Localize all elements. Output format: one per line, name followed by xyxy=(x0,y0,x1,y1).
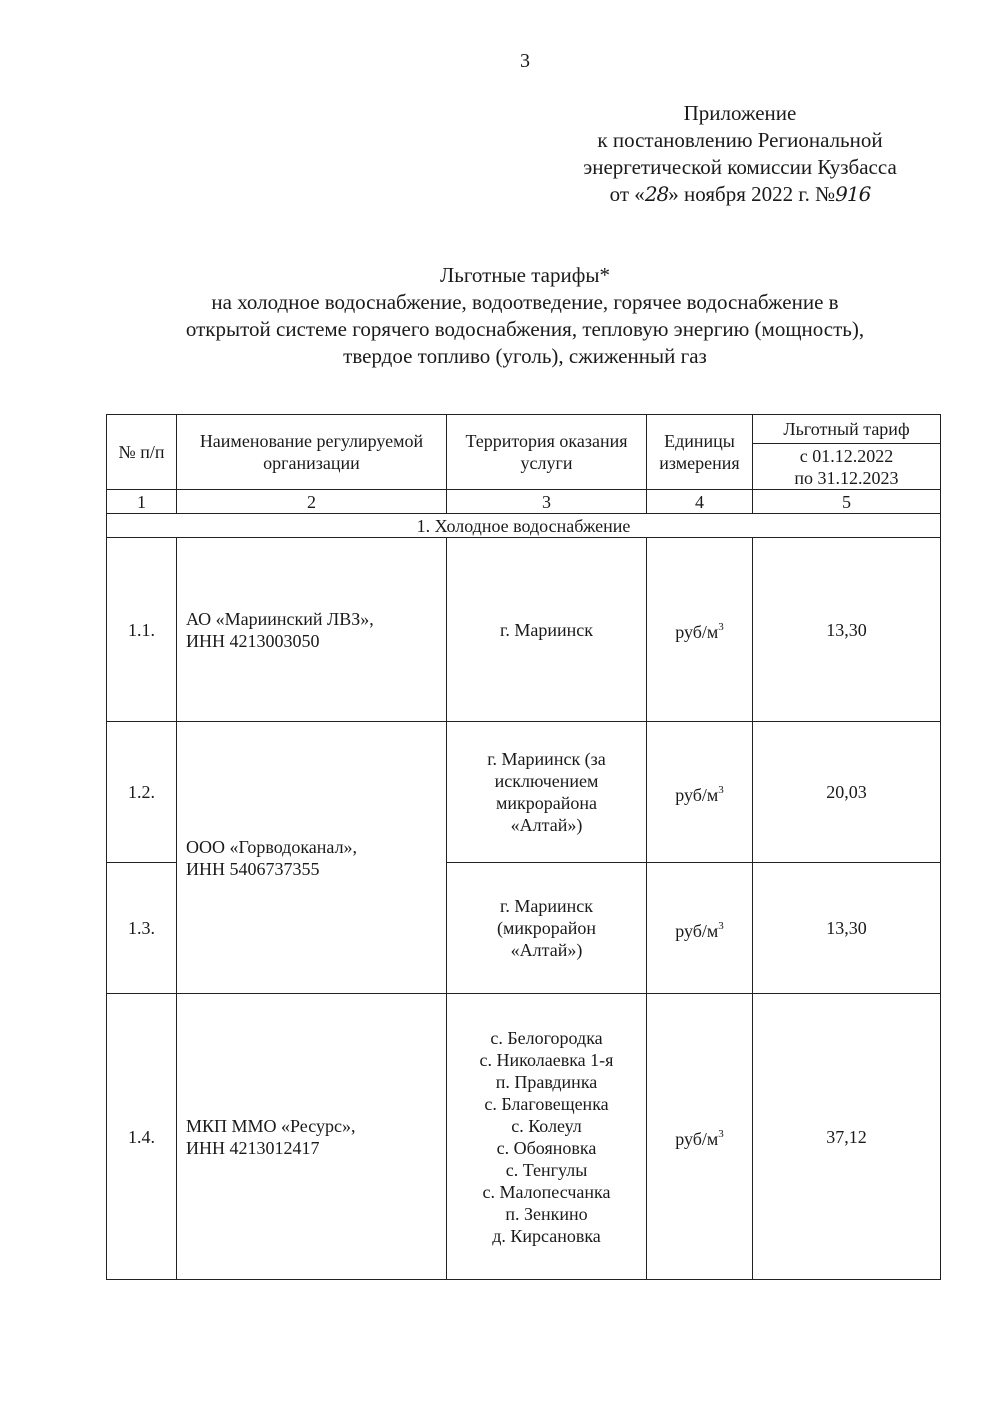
territory-line: с. Белогородка xyxy=(490,1027,603,1048)
title-line-2: на холодное водоснабжение, водоотведение, горячее водоснабжение в xyxy=(211,290,839,314)
unit-cell xyxy=(647,722,753,863)
territory-line: (микрорайон xyxy=(496,918,597,938)
unit-power: 3 xyxy=(718,919,724,932)
org-cell xyxy=(177,994,447,1280)
territory-line: с. Малопесчанка xyxy=(482,1181,611,1202)
row-num: 1.2. xyxy=(107,722,177,863)
territory-cell xyxy=(447,722,647,863)
row-num: 1.4. xyxy=(107,994,177,1280)
row-num: 1.1. xyxy=(107,538,177,722)
col-number-5: 5 xyxy=(753,490,941,514)
tariff-table xyxy=(106,414,941,1280)
unit-cell xyxy=(647,538,753,722)
territory-line: г. Мариинск (за xyxy=(487,749,606,769)
col-number-2: 2 xyxy=(177,490,447,514)
unit-base: руб/м xyxy=(675,1129,719,1149)
unit-power: 3 xyxy=(718,783,724,796)
header-num: № п/п xyxy=(107,415,177,490)
territory-line: г. Мариинск xyxy=(500,896,593,916)
col-number-3: 3 xyxy=(447,490,647,514)
unit-base: руб/м xyxy=(675,784,719,805)
territory-cell xyxy=(447,538,647,722)
section-title: 1. Холодное водоснабжение xyxy=(107,514,941,538)
territory-line: с. Обояновка xyxy=(496,1137,597,1158)
org-inn: ИНН 4213012417 xyxy=(186,1137,320,1158)
appendix-header xyxy=(540,100,940,208)
header-tariff: Льготный тариф xyxy=(753,415,941,444)
col-number-4: 4 xyxy=(647,490,753,514)
header-org: Наименование регулируемой организации xyxy=(177,415,447,490)
territory-line: с. Николаевка 1-я xyxy=(479,1049,614,1070)
territory-line: с. Благовещенка xyxy=(484,1093,609,1114)
territory-cell xyxy=(447,994,647,1280)
tariff-value: 13,30 xyxy=(753,863,941,994)
doc-number-handwritten: 916 xyxy=(835,182,871,206)
territory-line: микрорайона xyxy=(495,793,597,813)
org-inn: ИНН 4213003050 xyxy=(186,630,320,651)
territory-line: п. Правдинка xyxy=(495,1071,598,1092)
appendix-line-2: к постановлению Региональной xyxy=(597,128,883,152)
title-line-3: открытой системе горячего водоснабжения, тепловую энергию (мощность), xyxy=(185,317,865,341)
tariff-value: 13,30 xyxy=(753,538,941,722)
org-name: МКП ММО «Ресурс», xyxy=(186,1115,356,1136)
header-period-to: по 31.12.2023 xyxy=(794,467,899,488)
header-unit: Единицы измерения xyxy=(647,415,753,490)
territory-line: г. Мариинск xyxy=(500,619,593,640)
row-num: 1.3. xyxy=(107,863,177,994)
territory-cell xyxy=(447,863,647,994)
org-inn: ИНН 5406737355 xyxy=(186,858,320,879)
territory-line: д. Кирсановка xyxy=(492,1225,601,1246)
org-name: АО «Мариинский ЛВЗ», xyxy=(186,608,374,629)
territory-line: «Алтай») xyxy=(510,940,583,960)
header-period xyxy=(753,444,941,490)
territory-line: с. Колеул xyxy=(511,1115,582,1136)
territory-line: с. Тенгулы xyxy=(505,1159,588,1180)
unit-power: 3 xyxy=(718,621,724,633)
document-title xyxy=(100,262,950,370)
org-cell xyxy=(177,722,447,994)
unit-base: руб/м xyxy=(675,622,719,642)
unit-cell xyxy=(647,863,753,994)
unit-power: 3 xyxy=(718,1128,724,1140)
appendix-line-1: Приложение xyxy=(683,101,797,125)
unit-cell xyxy=(647,994,753,1280)
page-number: 3 xyxy=(520,50,530,72)
header-period-from: с 01.12.2022 xyxy=(799,445,894,466)
appendix-date xyxy=(540,181,940,208)
territory-line: п. Зенкино xyxy=(505,1203,588,1224)
title-line-1: Льготные тарифы* xyxy=(440,263,610,287)
title-line-4: твердое топливо (уголь), сжиженный газ xyxy=(343,344,707,368)
tariff-value: 20,03 xyxy=(753,722,941,863)
date-middle: » ноября 2022 г. № xyxy=(668,182,836,206)
tariff-value: 37,12 xyxy=(753,994,941,1280)
table-row xyxy=(107,994,941,1280)
org-name: ООО «Горводоканал», xyxy=(186,836,358,857)
header-territory: Территория оказания услуги xyxy=(447,415,647,490)
date-day-handwritten: 28 xyxy=(644,182,669,206)
table-row xyxy=(107,538,941,722)
table-row xyxy=(107,722,941,863)
appendix-line-3: энергетической комиссии Кузбасса xyxy=(583,155,897,179)
org-cell xyxy=(177,538,447,722)
territory-line: исключением xyxy=(494,771,599,791)
unit-base: руб/м xyxy=(675,920,719,941)
col-number-1: 1 xyxy=(107,490,177,514)
date-prefix: от « xyxy=(609,182,645,206)
territory-line: «Алтай») xyxy=(510,815,583,835)
